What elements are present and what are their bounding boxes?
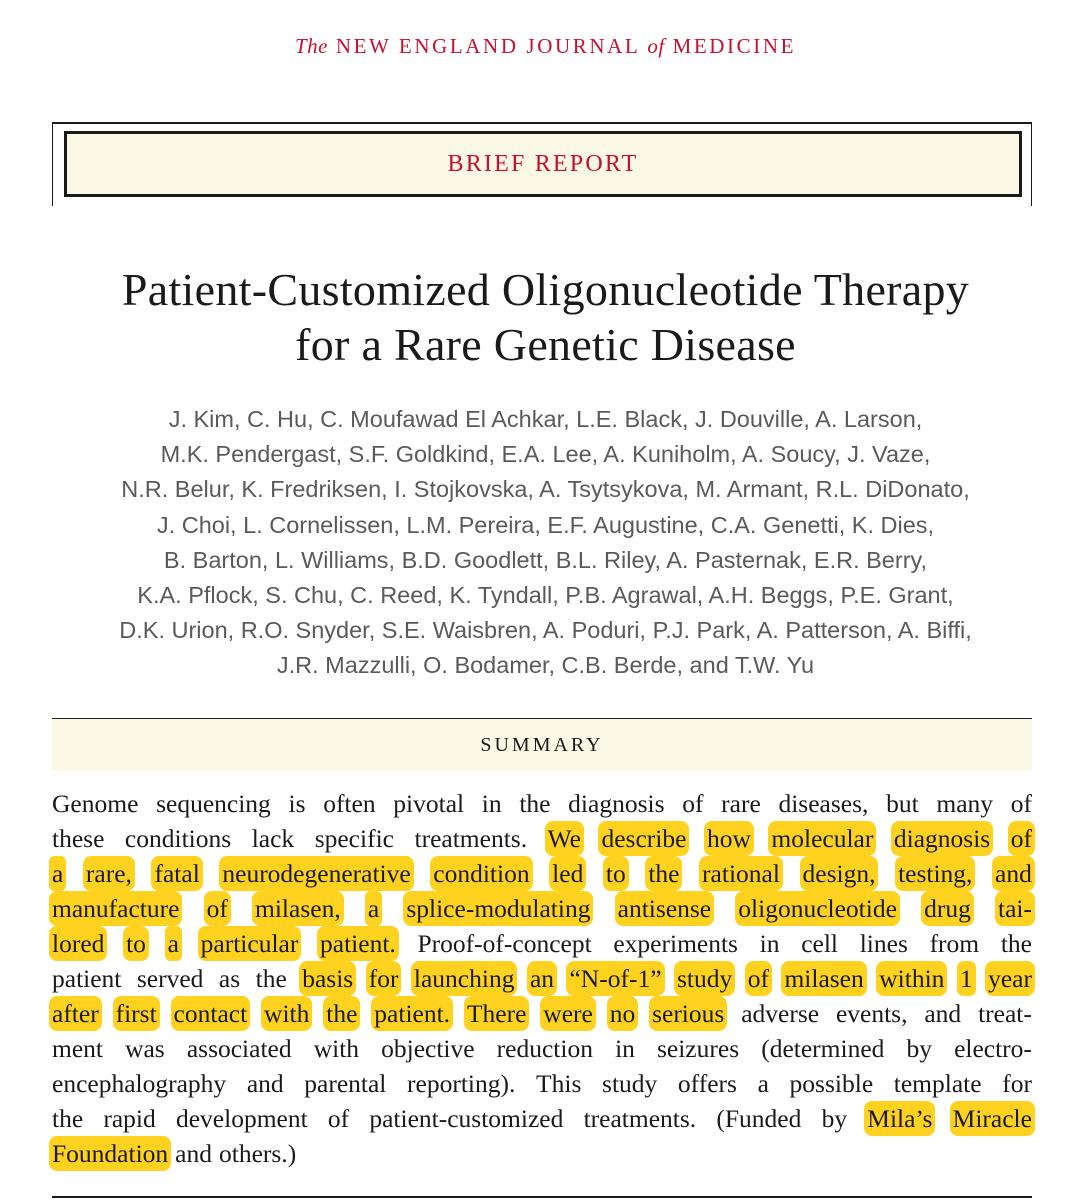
highlighted-word: rational <box>702 856 780 891</box>
highlighted-word: of <box>748 961 769 996</box>
summary-word: patient-customized <box>369 1104 564 1133</box>
summary-line <box>52 996 1032 1031</box>
summary-line <box>52 1136 1032 1171</box>
summary-word: as <box>218 964 241 993</box>
title-line: for a Rare Genetic Disease <box>295 319 796 370</box>
highlighted-word: study <box>677 961 732 996</box>
summary-word: with <box>313 1034 360 1063</box>
highlighted-word: no <box>610 996 636 1031</box>
highlighted-word: milasen <box>784 961 863 996</box>
journal-masthead <box>0 34 1091 59</box>
highlighted-word: to <box>606 856 626 891</box>
summary-word: cell <box>801 929 839 958</box>
highlighted-word: oligonucleotide <box>738 891 897 926</box>
highlighted-word: an <box>530 961 554 996</box>
highlighted-word: manufacture <box>52 891 179 926</box>
highlighted-word: rare, <box>86 856 132 891</box>
highlighted-word: We <box>548 821 581 856</box>
highlighted-word: lored <box>52 926 104 961</box>
summary-word: experiments <box>613 929 738 958</box>
summary-word: a <box>757 1069 769 1098</box>
highlighted-word: with <box>264 996 309 1031</box>
summary-word: template <box>893 1069 982 1098</box>
author-line: M.K. Pendergast, S.F. Goldkind, E.A. Lee, A. Kuniholm, A. Soucy, J. Vaze, <box>160 441 931 468</box>
summary-line <box>52 786 1032 821</box>
summary-word: conditions <box>124 824 232 853</box>
masthead-journal: NEW ENGLAND JOURNAL <box>335 34 640 58</box>
highlighted-word: design, <box>803 856 876 891</box>
author-line: D.K. Urion, R.O. Snyder, S.E. Waisbren, A. Poduri, P.J. Park, A. Patterson, A. Biffi, <box>119 617 972 644</box>
summary-header <box>52 718 1032 771</box>
highlighted-word: a <box>168 926 179 961</box>
summary-word: these <box>52 824 105 853</box>
highlighted-word: tai- <box>998 891 1032 926</box>
summary-word: and <box>246 1069 284 1098</box>
author-line: B. Barton, L. Williams, B.D. Goodlett, B.L. Riley, A. Pasternak, E.R. Berry, <box>163 546 928 573</box>
highlighted-word: basis <box>302 961 353 996</box>
author-line: K.A. Pflock, S. Chu, C. Reed, K. Tyndall, P.B. Agrawal, A.H. Beggs, P.E. Grant, <box>137 582 954 609</box>
masthead-the: The <box>294 34 328 58</box>
author-line: J. Kim, C. Hu, C. Moufawad El Achkar, L.E. Black, J. Douville, A. Larson, <box>168 406 923 432</box>
highlighted-word: condition <box>433 856 529 891</box>
summary-word: in <box>759 929 780 958</box>
highlighted-word: drug <box>924 891 971 926</box>
summary-word: study <box>602 1069 658 1098</box>
highlighted-word: to <box>126 926 146 961</box>
summary-word: lack <box>251 824 295 853</box>
summary-word: and <box>924 999 962 1028</box>
highlighted-word: There <box>467 996 526 1031</box>
summary-word: served <box>136 964 204 993</box>
summary-word: lines <box>859 929 908 958</box>
summary-word: often <box>323 789 376 818</box>
highlighted-word: the <box>326 996 357 1031</box>
highlighted-word: a <box>368 891 379 926</box>
summary-word: objective <box>381 1034 475 1063</box>
summary-word: This <box>536 1069 582 1098</box>
author-line: J.R. Mazzulli, O. Bodamer, C.B. Berde, and T.W. Yu <box>276 652 815 679</box>
summary-word: pivotal <box>393 789 465 818</box>
summary-word: adverse <box>741 999 820 1028</box>
section-banner <box>64 131 1022 197</box>
highlighted-word: Foundation <box>52 1136 168 1171</box>
masthead-of: of <box>647 34 665 58</box>
summary-word: treat- <box>978 999 1032 1028</box>
summary-line <box>52 1066 1032 1101</box>
title-line: Patient-Customized Oligonucleotide Therapy <box>121 264 970 315</box>
highlighted-word: were <box>543 996 593 1031</box>
highlighted-word: of <box>207 891 228 926</box>
highlighted-word: and <box>995 856 1032 891</box>
summary-word: development <box>175 1104 308 1133</box>
summary-word: sequencing <box>156 789 271 818</box>
summary-word: encephalography <box>52 1069 227 1098</box>
summary-word: was <box>125 1034 165 1063</box>
highlighted-word: contact <box>174 996 248 1031</box>
highlighted-word: after <box>52 996 99 1031</box>
highlighted-word: year <box>988 961 1032 996</box>
summary-line <box>52 856 1032 891</box>
summary-word: the <box>1000 929 1032 958</box>
author-line: N.R. Belur, K. Fredriksen, I. Stojkovska, A. Tsytsykova, M. Armant, R.L. DiDonato, <box>121 476 970 503</box>
highlighted-word: milasen, <box>255 891 341 926</box>
summary-word: but <box>886 789 919 818</box>
summary-word: by <box>906 1034 932 1063</box>
summary-word: ment <box>52 1034 103 1063</box>
highlighted-word: within <box>879 961 944 996</box>
highlighted-word: testing, <box>898 856 972 891</box>
highlighted-word: patient. <box>320 926 396 961</box>
summary-label: SUMMARY <box>480 733 604 756</box>
summary-word: treatments. <box>414 824 528 853</box>
summary-word: possible <box>789 1069 874 1098</box>
article-title <box>20 262 1071 372</box>
summary-word: offers <box>677 1069 737 1098</box>
highlighted-word: serious <box>652 996 724 1031</box>
summary-word: many <box>936 789 994 818</box>
highlighted-word: diagnosis <box>894 821 990 856</box>
highlighted-word: particular <box>201 926 299 961</box>
summary-word: diseases, <box>778 789 869 818</box>
section-label: BRIEF REPORT <box>447 150 639 177</box>
summary-word: Genome <box>52 789 139 818</box>
summary-word: events, <box>835 999 908 1028</box>
summary-word: of <box>1010 789 1032 818</box>
summary-word: from <box>929 929 980 958</box>
highlighted-word: Mila’s <box>867 1101 932 1136</box>
author-list <box>30 402 1061 684</box>
summary-text <box>52 786 1032 1171</box>
summary-line <box>52 961 1032 996</box>
summary-word: diagnosis <box>568 789 665 818</box>
summary-word: others.) <box>219 1139 297 1168</box>
masthead-medicine: MEDICINE <box>672 34 797 58</box>
summary-word: associated <box>186 1034 292 1063</box>
summary-line <box>52 821 1032 856</box>
summary-word: (Funded <box>716 1104 802 1133</box>
highlighted-word: molecular <box>771 821 873 856</box>
highlighted-word: of <box>1011 821 1032 856</box>
summary-word: patient <box>52 964 122 993</box>
summary-word: and <box>175 1139 212 1168</box>
highlighted-word: 1 <box>960 961 973 996</box>
summary-word: treatments. <box>583 1104 697 1133</box>
summary-word: specific <box>314 824 394 853</box>
highlighted-word: Miracle <box>953 1101 1032 1136</box>
highlighted-word: a <box>52 856 63 891</box>
summary-word: in <box>481 789 502 818</box>
highlighted-word: first <box>116 996 157 1031</box>
highlighted-word: led <box>552 856 583 891</box>
summary-word: the <box>255 964 287 993</box>
summary-word: is <box>288 789 306 818</box>
highlighted-word: “N-of-1” <box>569 961 661 996</box>
summary-word: Proof-of-concept <box>417 929 592 958</box>
highlighted-word: how <box>707 821 751 856</box>
summary-word: rapid <box>103 1104 156 1133</box>
summary-word: reporting). <box>407 1069 516 1098</box>
summary-word: rare <box>721 789 761 818</box>
highlighted-word: antisense <box>618 891 711 926</box>
summary-word: for <box>1002 1069 1032 1098</box>
highlighted-word: describe <box>601 821 686 856</box>
highlighted-word: for <box>369 961 399 996</box>
summary-line <box>52 891 1032 926</box>
summary-word: by <box>821 1104 848 1133</box>
summary-word: of <box>327 1104 350 1133</box>
summary-line <box>52 1101 1032 1136</box>
summary-word: of <box>682 789 704 818</box>
summary-word: seizures <box>656 1034 740 1063</box>
bottom-divider <box>52 1196 1032 1198</box>
summary-word: electro- <box>954 1034 1032 1063</box>
highlighted-word: the <box>648 856 679 891</box>
summary-word: the <box>52 1104 84 1133</box>
summary-word: in <box>615 1034 635 1063</box>
summary-line <box>52 926 1032 961</box>
summary-word: the <box>519 789 551 818</box>
author-line: J. Choi, L. Cornelissen, L.M. Pereira, E.F. Augustine, C.A. Genetti, K. Dies, <box>156 511 935 538</box>
highlighted-word: fatal <box>154 856 199 891</box>
summary-word: (determined <box>761 1034 885 1063</box>
highlighted-word: launching <box>414 961 515 996</box>
highlighted-word: splice-modulating <box>406 891 590 926</box>
summary-line <box>52 1031 1032 1066</box>
highlighted-word: neurodegenerative <box>222 856 410 891</box>
summary-word: reduction <box>496 1034 593 1063</box>
highlighted-word: patient. <box>374 996 450 1031</box>
summary-word: parental <box>304 1069 387 1098</box>
